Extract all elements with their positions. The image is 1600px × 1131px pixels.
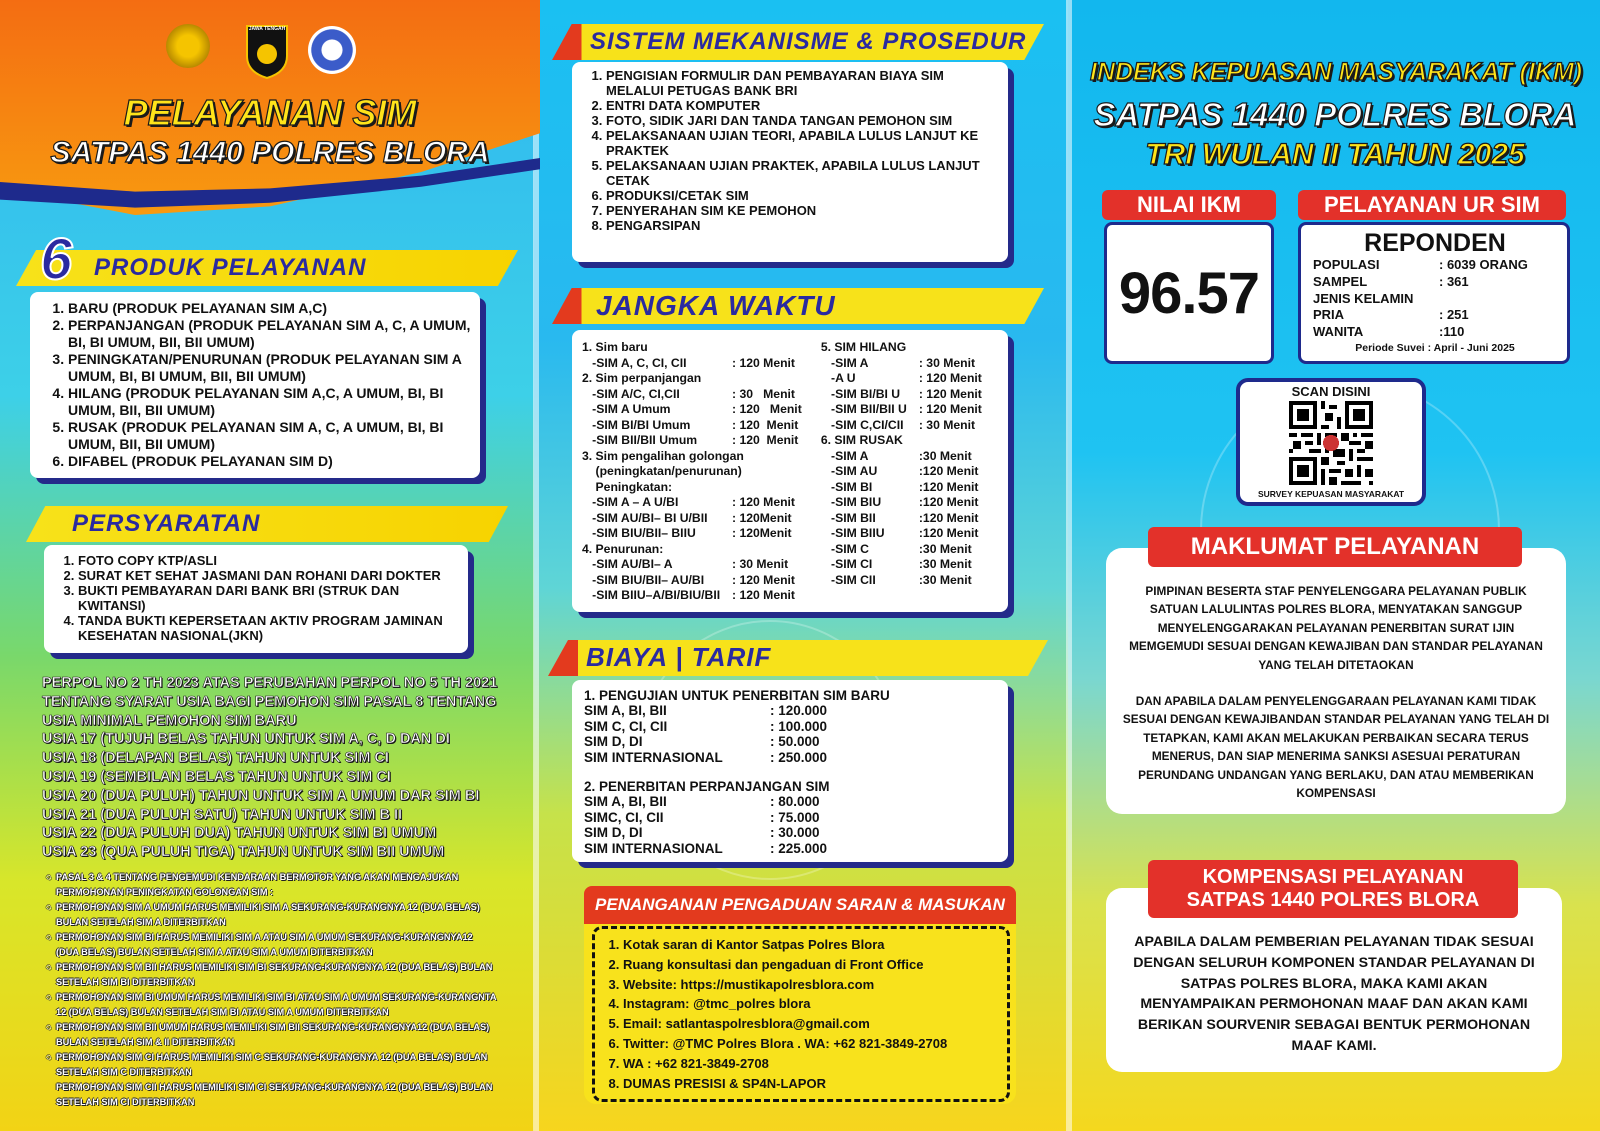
sistem-item: 6. PRODUKSI/CETAK SIM	[606, 188, 1004, 203]
biaya-section2-title: 2. PENERBITAN PERPANJANGAN SIM	[584, 779, 830, 795]
pasal-line: ○ PERMOHONAN SIM BII UMUM HARUS MEMILIKI SIM BII SEKURANG-KURANGNYA12 (DUA BELAS)	[46, 1022, 490, 1032]
qr-card[interactable]	[1236, 378, 1426, 506]
sistem-card	[572, 62, 1008, 262]
persyaratan-heading: PERSYARATAN	[72, 510, 261, 537]
pasal-line: SETELAH SIM C DITERBITKAN	[56, 1067, 192, 1077]
responden-row: JENIS KELAMIN	[1313, 290, 1414, 306]
jangka-row: -SIM BI :120 Menit	[820, 479, 979, 494]
jangka-row: -SIM C,CI/CII : 30 Menit	[820, 417, 976, 432]
jangka-row: -A U : 120 Menit	[820, 371, 982, 385]
jangka-row: 2. Sim perpanjangan	[582, 371, 702, 385]
kompensasi-heading	[1148, 860, 1518, 918]
jangka-row: -SIM CI :30 Menit	[820, 557, 972, 571]
pasal-line: BULAN SETELAH SIM A DITERBITKAN	[56, 917, 226, 927]
nilai-ikm-value: 96.57	[1104, 222, 1274, 364]
pengaduan-item: 7. WA : +62 821-3849-2708	[623, 1054, 1003, 1074]
kompensasi-heading-line2: SATPAS 1440 POLRES BLORA	[1186, 889, 1480, 911]
biaya-row: SIMC, CI, CII : 75.000	[584, 809, 820, 825]
biaya-row: SIM A, BI, BII : 120.000	[584, 703, 828, 719]
produk-item: 2. PERPANJANGAN (PRODUK PELAYANAN SIM A, C, A UMUM, BI, BI UMUM, BII, BII UMUM)	[68, 317, 474, 351]
jangka-row: -SIM BIIU–A/BI/BIU/BII : 120 Menit	[582, 588, 795, 602]
maklumat-card	[1106, 548, 1566, 814]
perpol-line: USIA 21 (DUA PULUH SATU) TAHUN UNTUK SIM B II	[42, 806, 403, 823]
biaya-row: SIM D, DI : 30.000	[584, 825, 820, 841]
produk-item: 6. DIFABEL (PRODUK PELAYANAN SIM D)	[68, 453, 474, 470]
pasal-line: ○ PERMOHONAN SIM CI HARUS MEMILIKI SIM C SEKURANG-KURANGNYA 12 (DUA BELAS) BULAN	[46, 1052, 488, 1062]
jangka-row: -SIM A Umum : 120 Menit	[582, 402, 802, 416]
biaya-section1-table	[584, 703, 1000, 765]
perpol-line: PERPOL NO 2 TH 2023 ATAS PERUBAHAN PERPOL NO 5 TH 2021	[42, 675, 498, 691]
sistem-item: 1. PENGISIAN FORMULIR DAN PEMBAYARAN BIAYA SIM MELALUI PETUGAS BANK BRI	[606, 68, 1004, 98]
pasal-line: ○ PERMOHONAN SIM BI UMUM HARUS MEMILIKI SIM BI ATAU SIM A UMUM SEKURANG-KURANGNTA	[46, 992, 497, 1002]
persyaratan-item: 2. SURAT KET SEHAT JASMANI DAN ROHANI DARI DOKTER	[78, 568, 464, 583]
responden-row: SAMPEL : 361	[1313, 273, 1469, 289]
pengaduan-list	[603, 935, 1003, 1093]
pasal-line: ○ PERMOHONAN SIM BI HARUS MEMILIKI SIM A ATAU SIM A UMUM SEKURANG-KURANGNYA12	[46, 932, 473, 942]
pasal-line: 12 (DUA BELAS) BULAN SETELAH SIM BI ATAU SIM A UMUM DITERBITKAN	[56, 1007, 389, 1017]
perpol-text-block	[42, 674, 497, 862]
pengaduan-item: 2. Ruang konsultasi dan pengaduan di Front Office	[623, 955, 1003, 975]
pasal-text-block	[46, 870, 496, 1110]
pasal-line: ○ PASAL 3 & 4 TENTANG PENGEMUDI KENDARAAN BERMOTOR YANG AKAN MENGAJUKAN	[46, 872, 459, 882]
biaya-row: SIM C, CI, CII : 100.000	[584, 718, 828, 734]
perpol-line: TENTANG SYARAT USIA BAGI PEMOHON SIM PASAL 8 TENTANG	[42, 693, 497, 710]
jangka-row: -SIM BII/BII Umum : 120 Menit	[582, 433, 799, 447]
maklumat-paragraph-2: DAN APABILA DALAM PENYELENGGARAAN PELAYANAN KAMI TIDAK SESUAI DENGAN KEWAJIBANDAN STANDAR PELAYANAN YANG TELAH DI TETAPKAN, KAMI AKAN MELAKUKAN PERBAIKAN SECARA TERUS MENERUS, DAN SIAP MENERIMA SANKSI ASESUAI PERATURAN PERUNDANG UNDANGAN YANG BERLAKU, DAN ATAU MEMBERIKAN KOMPENSASI	[1122, 694, 1550, 801]
produk-item: 5. RUSAK (PRODUK PELAYANAN SIM A, C, A UMUM, BI, BI UMUM, BII, BII UMUM)	[68, 419, 474, 453]
page-title: PELAYANAN SIM	[123, 92, 417, 133]
pasal-line: PERMOHONAN SIM CII HARUS MEMILIKI SIM CI SEKURANG-KURANGNYA 12 (DUA BELAS) BULAN	[56, 1082, 493, 1092]
biaya-section2-table	[584, 794, 1000, 856]
polri-emblem-icon	[166, 24, 210, 68]
ikm-title: INDEKS KEPUASAN MASYARAKAT (IKM)	[1090, 58, 1583, 86]
jangka-card	[572, 330, 1008, 612]
kompensasi-body: APABILA DALAM PEMBERIAN PELAYANAN TIDAK SESUAI DENGAN SELURUH KOMPONEN STANDAR PELAYANAN DI SATPAS POLRES BLORA, MAKA KAMI AKAN MENYAMPAIKAN PERMOHONAN MAAF DAN AKAN KAMI BERIKAN SOURVENIR SEBAGAI BENTUK PERMOHONAN MAAF KAMI.	[1133, 934, 1535, 1054]
produk-heading: PRODUK PELAYANAN	[94, 254, 367, 281]
produk-item: 4. HILANG (PRODUK PELAYANAN SIM A,C, A UMUM, BI, BI UMUM, BII, BII UMUM)	[68, 385, 474, 419]
jangka-row: -SIM A/C, CI,CII : 30 Menit	[582, 386, 795, 401]
jangka-row: -SIM BIU/BII– BIIU : 120Menit	[582, 526, 792, 540]
produk-card	[30, 292, 480, 478]
qr-scan-label: SCAN DISINI	[1291, 384, 1371, 399]
perpol-line: USIA 18 (DELAPAN BELAS) TAHUN UNTUK SIM CI	[42, 750, 389, 767]
biaya-row: SIM INTERNASIONAL : 225.000	[584, 840, 828, 856]
jangka-row: -SIM A : 30 Menit	[820, 355, 976, 370]
pengaduan-item: 3. Website: https://mustikapolresblora.com	[623, 975, 1003, 995]
qr-code-icon[interactable]	[1289, 401, 1373, 485]
sistem-item: 4. PELAKSANAAN UJIAN TEORI, APABILA LULUS LANJUT KE PRAKTEK	[606, 128, 1004, 158]
pasal-line: (DUA BELAS) BULAN SETELAH SIM A ATAU SIM A UMUM DITERBITKAN	[56, 947, 373, 957]
jangka-row: -SIM AU/BI– BI U/BII : 120Menit	[582, 510, 792, 525]
kompensasi-heading-line1: KOMPENSASI PELAYANAN	[1202, 866, 1464, 888]
jangka-row: 5. SIM HILANG	[820, 340, 907, 354]
jangka-row: Peningkatan:	[582, 479, 673, 494]
jangka-row: (peningkatan/penurunan)	[582, 464, 742, 478]
jangka-row: 3. Sim pengalihan golongan	[582, 448, 744, 463]
pelayanan-ur-sim-label: PELAYANAN UR SIM	[1298, 190, 1566, 220]
jangka-row: -SIM BIU/BII– AU/BI : 120 Menit	[582, 572, 795, 587]
pengaduan-item: 4. Instagram: @tmc_polres blora	[623, 994, 1003, 1014]
persyaratan-item: 3. BUKTI PEMBAYARAN DARI BANK BRI (STRUK DAN KWITANSI)	[78, 583, 464, 613]
sistem-item: 3. FOTO, SIDIK JARI DAN TANDA TANGAN PEMOHON SIM	[606, 113, 1004, 128]
responden-row: WANITA :110	[1313, 324, 1465, 340]
maklumat-paragraph-1: PIMPINAN BESERTA STAF PENYELENGGARA PELAYANAN PUBLIK SATUAN LALULINTAS POLRES BLORA, MENYATAKAN SANGGUP MENYELENGGARAKAN PELAYANAN PENERBITAN SURAT IJIN MEMGEMUDI SESUAI DENGAN KEWAJIBAN DAN STANDAR PELAYANAN YANG TELAH DITETAOKAN	[1129, 584, 1543, 672]
jangka-row: -SIM CII :30 Menit	[820, 572, 972, 587]
biaya-card	[572, 680, 1008, 862]
produk-item: 1. BARU (PRODUK PELAYANAN SIM A,C)	[68, 300, 474, 317]
sistem-item: 5. PELAKSANAAN UJIAN PRAKTEK, APABILA LULUS LANJUT CETAK	[606, 158, 1004, 188]
produk-count: 6	[40, 227, 73, 292]
responden-row: POPULASI : 6039 ORANG	[1313, 257, 1528, 272]
jangka-row: 4. Penurunan:	[582, 541, 664, 556]
pengaduan-item: 8. DUMAS PRESISI & SP4N-LAPOR	[623, 1074, 1003, 1094]
pengaduan-item: 6. Twitter: @TMC Polres Blora . WA: +62 821-3849-2708	[623, 1034, 1003, 1054]
perpol-line: USIA 20 (DUA PULUH) TAHUN UNTUK SIM A UMUM DAR SIM BI	[42, 787, 480, 804]
jangka-heading: JANGKA WAKTU	[596, 290, 836, 321]
persyaratan-item: 1. FOTO COPY KTP/ASLI	[78, 553, 464, 568]
pasal-line: SETELAH SIM CI DITERBITKAN	[56, 1097, 195, 1107]
jawa-tengah-emblem-icon	[244, 22, 290, 80]
biaya-row: SIM A, BI, BII : 80.000	[584, 794, 820, 810]
produk-item: 3. PENINGKATAN/PENURUNAN (PRODUK PELAYANAN SIM A UMUM, BI, BI UMUM, BII, BII UMUM)	[68, 351, 474, 385]
pasal-line: PERMOHONAN PENINGKATAN GOLONGAN SIM :	[56, 887, 274, 897]
pengaduan-heading: PENANGANAN PENGADUAN SARAN & MASUKAN	[595, 895, 1005, 914]
jangka-row: -SIM A, C, CI, CII : 120 Menit	[582, 355, 795, 370]
persyaratan-item: 4. TANDA BUKTI KEPERSETAAN AKTIV PROGRAM JAMINAN KESEHATAN NASIONAL(JKN)	[78, 613, 464, 643]
perpol-line: USIA 19 (SEMBILAN BELAS TAHUN UNTUK SIM CI	[42, 768, 391, 785]
lantas-emblem-icon	[308, 26, 356, 74]
sistem-list	[586, 68, 1004, 233]
pasal-line: SETELAH SIM BI DITERBITKAN	[56, 977, 195, 987]
jangka-right-column	[821, 340, 1000, 604]
jangka-row: -SIM BI/BI Umum : 120 Menit	[582, 417, 799, 432]
pasal-line: BULAN SETELAH SIM & II DITERBITKAN	[56, 1037, 235, 1047]
sistem-item: 2. ENTRI DATA KOMPUTER	[606, 98, 1004, 113]
produk-list	[48, 300, 474, 470]
sistem-item: 8. PENGARSIPAN	[606, 218, 1004, 233]
jangka-row: -SIM BI/BI U : 120 Menit	[820, 386, 982, 401]
biaya-row: SIM INTERNASIONAL : 250.000	[584, 749, 828, 765]
biaya-section1-title: 1. PENGUJIAN UNTUK PENERBITAN SIM BARU	[584, 688, 890, 703]
persyaratan-card	[44, 545, 468, 653]
responden-card	[1298, 222, 1570, 364]
sistem-heading: SISTEM MEKANISME & PROSEDUR	[590, 28, 1027, 55]
jangka-row: -SIM AU :120 Menit	[820, 464, 979, 478]
perpol-line: USIA 23 (QUA PULUH TIGA) TAHUN UNTUK SIM BII UMUM	[42, 844, 445, 861]
jangka-row: -SIM C :30 Menit	[820, 541, 972, 556]
jangka-row: -SIM A – A U/BI : 120 Menit	[582, 495, 795, 509]
jangka-row: -SIM AU/BI– A : 30 Menit	[582, 557, 789, 571]
page-subtitle: SATPAS 1440 POLRES BLORA	[50, 136, 490, 169]
persyaratan-list	[58, 553, 464, 643]
emblem-region-label: JAWA TENGAH	[248, 26, 286, 32]
jangka-row: 6. SIM RUSAK	[820, 433, 903, 447]
pasal-line: ○ PERMOHONAN S M BII HARUS MEMILIKI SIM BI SEKURANG-KURANGNYA 12 (DUA BELAS) BULAN	[46, 962, 493, 972]
jangka-row: -SIM BIIU :120 Menit	[820, 526, 979, 540]
perpol-line: USIA 22 (DUA PULUH DUA) TAHUN UNTUK SIM BI UMUM	[42, 825, 437, 842]
pengaduan-item: 1. Kotak saran di Kantor Satpas Polres Blora	[623, 935, 1003, 955]
responden-table	[1313, 257, 1557, 341]
responden-row: PRIA : 251	[1313, 307, 1469, 323]
jangka-row: -SIM A :30 Menit	[820, 448, 972, 463]
biaya-row: SIM D, DI : 50.000	[584, 734, 820, 750]
nilai-ikm-label: NILAI IKM	[1102, 190, 1276, 220]
responden-heading: REPONDEN	[1364, 229, 1506, 257]
biaya-heading: BIAYA | TARIF	[586, 642, 772, 672]
ikm-subtitle: SATPAS 1440 POLRES BLORA	[1093, 96, 1577, 133]
pengaduan-frame	[592, 926, 1010, 1102]
jangka-row: -SIM BII :120 Menit	[820, 510, 979, 525]
pengaduan-item: 5. Email: satlantaspolresblora@gmail.com	[623, 1014, 1003, 1034]
jangka-row: 1. Sim baru	[582, 340, 648, 354]
survey-period: Periode Suvei : April - Juni 2025	[1355, 341, 1515, 354]
jangka-row: -SIM BII/BII U : 120 Menit	[820, 402, 982, 416]
jangka-left-column	[582, 340, 821, 604]
jangka-row: -SIM BIU :120 Menit	[820, 495, 979, 509]
ikm-period-title: TRI WULAN II TAHUN 2025	[1145, 138, 1525, 171]
perpol-line: USIA MINIMAL PEMOHON SIM BARU	[42, 712, 297, 729]
perpol-line: USIA 17 (TUJUH BELAS TAHUN UNTUK SIM A, C, D DAN DI	[42, 731, 450, 748]
qr-survey-label: SURVEY KEPUASAN MASYARAKAT	[1257, 489, 1405, 499]
fold-line	[1066, 0, 1072, 1131]
sistem-item: 7. PENYERAHAN SIM KE PEMOHON	[606, 203, 1004, 218]
pasal-line: ○ PERMOHONAN SIM A UMUM HARUS MEMILIKI SIM A SEKURANG-KURANGNYA 12 (DUA BELAS)	[46, 902, 480, 912]
maklumat-heading: MAKLUMAT PELAYANAN	[1148, 527, 1522, 567]
